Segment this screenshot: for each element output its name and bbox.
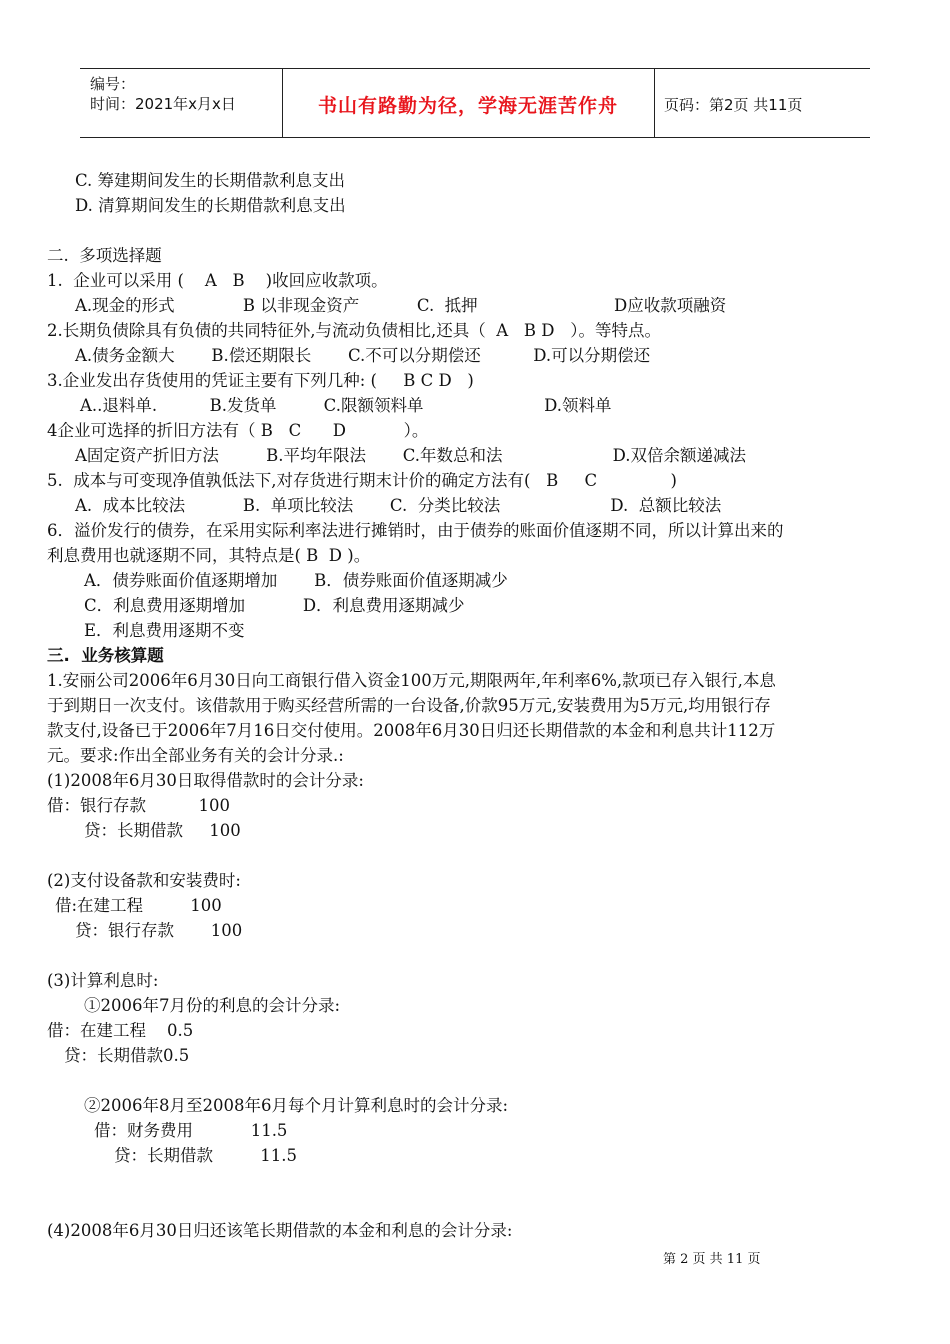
entry-debit: 借：在建工程 0.5 <box>47 1021 194 1040</box>
subtask-line: ②2006年8月至2008年6月每个月计算利息时的会计分录: <box>84 1096 509 1115</box>
question-line: 利息费用也就逐期不同，其特点是( B D )。 <box>47 546 371 565</box>
page-footer: 第 2 页 共 11 页 <box>663 1252 761 1267</box>
option-line: C. 筹建期间发生的长期借款利息支出 <box>75 171 346 190</box>
subtask-line: (4)2008年6月30日归还该笔长期借款的本金和利息的会计分录: <box>47 1221 513 1240</box>
header-motto-cell <box>282 69 655 137</box>
question-line: 3.企业发出存货使用的凭证主要有下列几种: ( B C D ) <box>47 371 474 390</box>
question-line: 4企业可选择的折旧方法有（ B C D ）。 <box>47 421 429 440</box>
page-header <box>80 68 870 138</box>
page-number-label: 页码：第2页 共11页 <box>664 96 803 114</box>
option-line: A..退料单. B.发货单 C.限额领料单 D.领料单 <box>80 396 612 415</box>
subtask-line: ①2006年7月份的利息的会计分录: <box>84 996 341 1015</box>
option-line: A固定资产折旧方法 B.平均年限法 C.年数总和法 D.双倍余额递减法 <box>75 446 747 465</box>
option-line: A.现金的形式 B 以非现金资产 C. 抵押 D应收款项融资 <box>75 296 727 315</box>
section-heading: 二. 多项选择题 <box>47 246 162 265</box>
paragraph-line: 元。要求:作出全部业务有关的会计分录.: <box>47 746 344 765</box>
entry-debit: 借：财务费用 11.5 <box>94 1121 288 1140</box>
option-line: C．利息费用逐期增加 D．利息费用逐期减少 <box>84 596 465 615</box>
entry-debit: 借:在建工程 100 <box>55 896 222 915</box>
option-line: A. 成本比较法 B. 单项比较法 C. 分类比较法 D. 总额比较法 <box>75 496 722 515</box>
number-label: 编号： <box>90 75 136 93</box>
question-line: 6．溢价发行的债券，在采用实际利率法进行摊销时，由于债券的账面价值逐期不同，所以计算出来的 <box>47 521 784 540</box>
section-heading: 三. 业务核算题 <box>47 646 164 665</box>
subtask-line: (3)计算利息时: <box>47 971 159 990</box>
motto-text: 书山有路勤为径，学海无涯苦作舟 <box>317 95 618 117</box>
option-line: A．债券账面价值逐期增加 B．债券账面价值逐期减少 <box>84 571 508 590</box>
time-label: 时间：2021年x月x日 <box>90 95 236 113</box>
question-line: 1. 企业可以采用 ( A B )收回应收款项。 <box>47 271 388 290</box>
header-page-cell <box>654 69 870 137</box>
paragraph-line: 于到期日一次支付。该借款用于购买经营所需的一台设备,价款95万元,安装费用为5万元,均用银行存 <box>47 696 771 715</box>
entry-debit: 借：银行存款 100 <box>47 796 230 815</box>
option-line: A.债务金额大 B.偿还期限长 C.不可以分期偿还 D.可以分期偿还 <box>75 346 651 365</box>
entry-credit: 贷：长期借款 100 <box>84 821 241 840</box>
subtask-line: (1)2008年6月30日取得借款时的会计分录: <box>47 771 364 790</box>
option-line: D. 清算期间发生的长期借款利息支出 <box>75 196 346 215</box>
header-info-cell <box>80 69 283 137</box>
paragraph-line: 1.安丽公司2006年6月30日向工商银行借入资金100万元,期限两年,年利率6%,款项已存入银行,本息 <box>47 671 776 690</box>
subtask-line: (2)支付设备款和安装费时: <box>47 871 241 890</box>
question-line: 2.长期负债除具有负债的共同特征外,与流动负债相比,还具（ A B D ）。等特点。 <box>47 321 661 340</box>
paragraph-line: 款支付,设备已于2006年7月16日交付使用。2008年6月30日归还长期借款的本金和利息共计112万 <box>47 721 776 740</box>
option-line: E．利息费用逐期不变 <box>84 621 245 640</box>
entry-credit: 贷：长期借款 11.5 <box>114 1146 297 1165</box>
question-line: 5. 成本与可变现净值孰低法下,对存货进行期末计价的确定方法有( B C ) <box>47 471 677 490</box>
entry-credit: 贷：长期借款0.5 <box>64 1046 190 1065</box>
entry-credit: 贷：银行存款 100 <box>75 921 243 940</box>
